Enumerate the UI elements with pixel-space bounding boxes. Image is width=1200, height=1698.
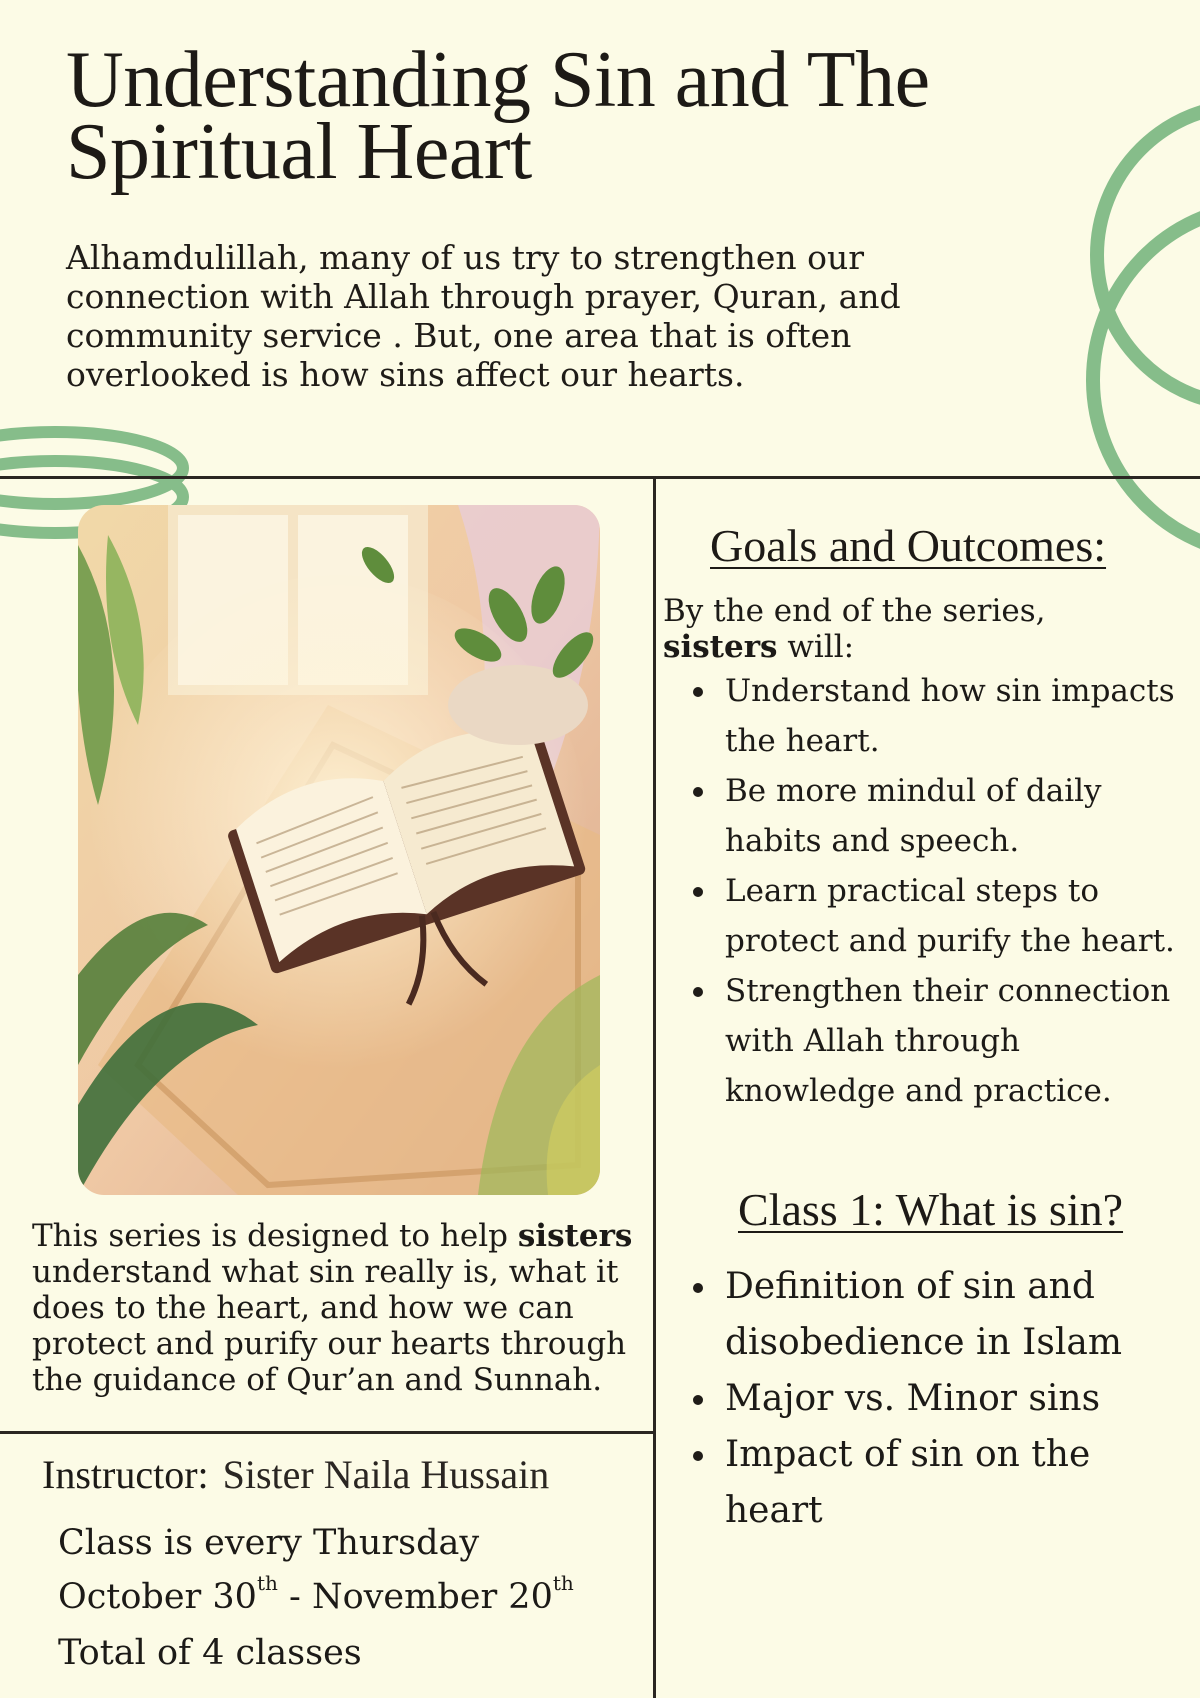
class1-heading: Class 1: What is sin? [738,1184,1124,1235]
goals-intro-bold: sisters [663,629,778,665]
start-date-suffix: th [256,1571,278,1595]
class1-item: Definition of sin and disobedience in Islam [679,1259,1199,1371]
title-line-2: Spiritual Heart [66,108,532,196]
goal-item: Strengthen their connection with Allah through knowledge and practice. [679,966,1199,1116]
instructor-label: Instructor: [42,1452,209,1497]
series-bold: sisters [517,1218,633,1254]
series-start: This series is designed to help [32,1218,518,1254]
schedule-dates [58,1571,574,1617]
goal-item: Understand how sin impacts the heart. [679,666,1199,766]
intro-paragraph: Alhamdulillah, many of us try to strengthen our connection with Allah through prayer, Quran, and community service . But, one area that is often overlooked is how sins affect our hearts. [66,238,901,394]
series-end: understand what sin really is, what it does to the heart, and how we can protect and purify our hearts through the guidance of Qur’an and Sunnah. [32,1254,627,1398]
schedule-day: Class is every Thursday [58,1523,480,1563]
class1-item: Impact of sin on the heart [679,1427,1199,1539]
horizontal-divider-bottom [0,1431,656,1434]
class1-item: Major vs. Minor sins [679,1371,1199,1427]
class1-list [679,1259,1199,1539]
goal-item: Learn practical steps to protect and purify the heart. [679,866,1199,966]
start-date: October 30 [58,1577,257,1617]
vertical-divider [653,476,656,1698]
goals-heading: Goals and Outcomes: [710,520,1107,571]
end-date: November 20 [311,1577,553,1617]
series-description [32,1218,657,1398]
goals-intro [663,593,1168,665]
horizontal-divider-top [0,476,1200,479]
instructor-line [42,1451,549,1498]
goals-list [679,666,1199,1116]
goals-intro-start: By the end of the series, [663,593,1046,629]
date-separator: - [277,1577,312,1617]
goal-item: Be more mindul of daily habits and speech. [679,766,1199,866]
instructor-name: Sister Naila Hussain [222,1452,550,1497]
quran-illustration [78,505,600,1195]
open-book-illustration-icon [78,505,600,1195]
page-title [66,36,1066,196]
end-date-suffix: th [552,1571,574,1595]
title-line-1: Understanding Sin and The [66,36,930,124]
schedule-total: Total of 4 classes [58,1633,362,1673]
goals-intro-end: will: [777,629,855,665]
